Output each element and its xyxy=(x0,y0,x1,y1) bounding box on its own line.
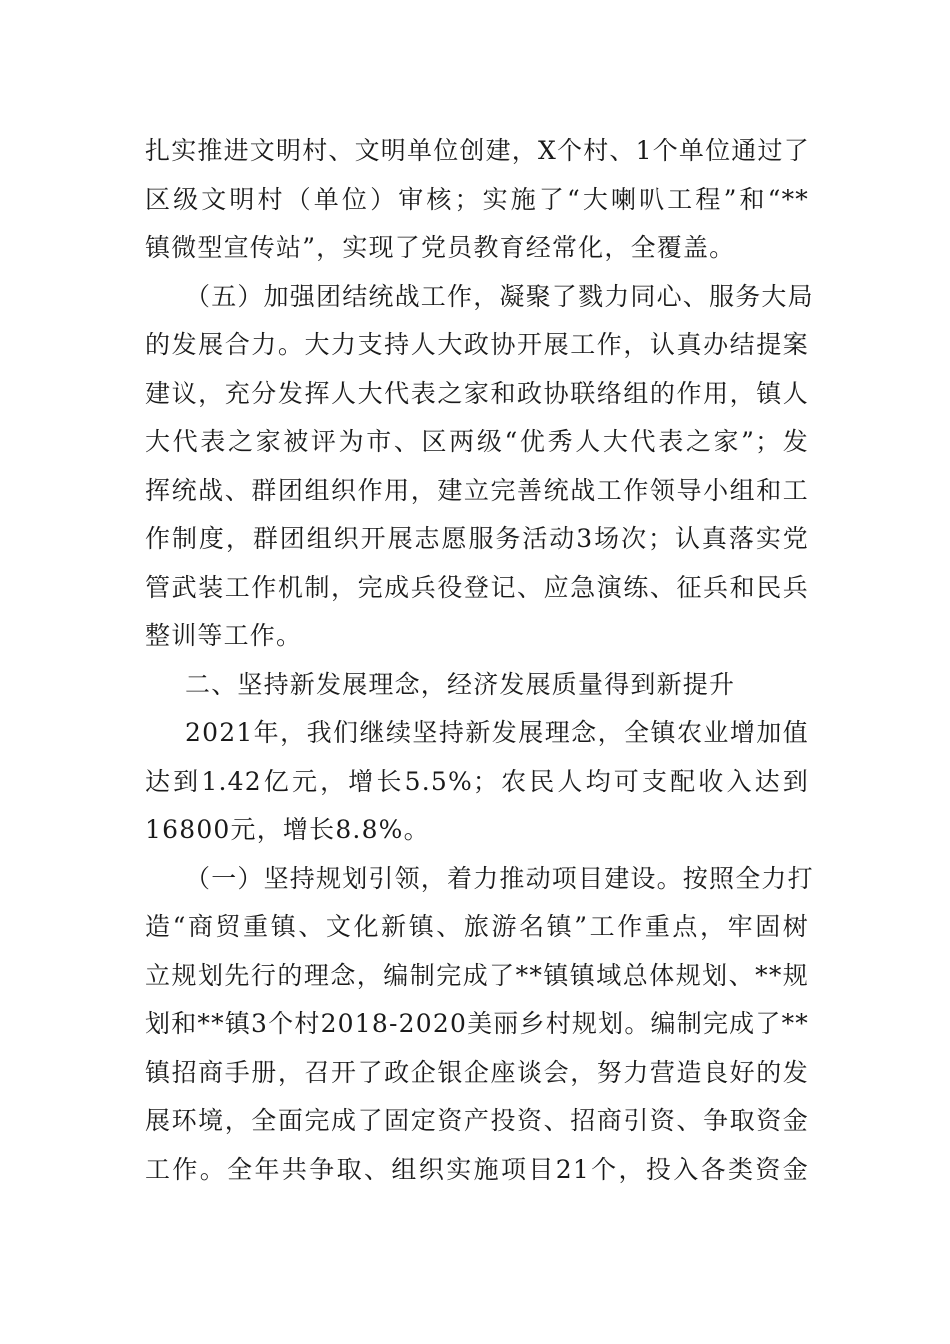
text-line: （一）坚持规划引领，着力推动项目建设。按照全力打 xyxy=(185,863,814,893)
text-line: 16800元，增长8.8%。 xyxy=(145,815,430,844)
text-line: 镇招商手册，召开了政企银企座谈会，努力营造良好的发 xyxy=(145,1057,809,1087)
text-line: 立规划先行的理念，编制完成了**镇镇域总体规划、**规 xyxy=(145,960,809,990)
text-line: 挥统战、群团组织作用，建立完善统战工作领导小组和工 xyxy=(145,475,809,505)
text-line: 2021年，我们继续坚持新发展理念，全镇农业增加值 xyxy=(185,718,809,747)
text-line: 镇微型宣传站”，实现了党员教育经常化，全覆盖。 xyxy=(145,233,736,262)
text-line: 扎实推进文明村、文明单位创建，X个村、1个单位通过了 xyxy=(145,136,810,165)
text-line: 管武装工作机制，完成兵役登记、应急演练、征兵和民兵 xyxy=(145,572,809,602)
text-line: 工作。全年共争取、组织实施项目21个，投入各类资金 xyxy=(145,1154,809,1184)
body-text xyxy=(145,127,814,1194)
text-line: 大代表之家被评为市、区两级“优秀人大代表之家”；发 xyxy=(145,427,809,456)
text-line: 建议，充分发挥人大代表之家和政协联络组的作用，镇人 xyxy=(145,378,809,408)
text-line: 区级文明村（单位）审核；实施了“大喇叭工程”和“** xyxy=(145,184,809,214)
text-line: 整训等工作。 xyxy=(145,621,303,650)
section-heading: 二、坚持新发展理念，经济发展质量得到新提升 xyxy=(185,669,736,699)
text-line: 的发展合力。大力支持人大政协开展工作，认真办结提案 xyxy=(145,330,809,359)
text-line: 达到1.42亿元，增长5.5%；农民人均可支配收入达到 xyxy=(145,766,809,796)
text-line: 划和**镇3个村2018-2020美丽乡村规划。编制完成了** xyxy=(145,1009,809,1038)
text-line: 造“商贸重镇、文化新镇、旅游名镇”工作重点，牢固树 xyxy=(145,912,809,941)
text-line: 作制度，群团组织开展志愿服务活动3场次；认真落实党 xyxy=(145,524,809,553)
text-line: （五）加强团结统战工作，凝聚了戮力同心、服务大局 xyxy=(185,281,814,311)
text-line: 展环境，全面完成了固定资产投资、招商引资、争取资金 xyxy=(145,1106,809,1135)
